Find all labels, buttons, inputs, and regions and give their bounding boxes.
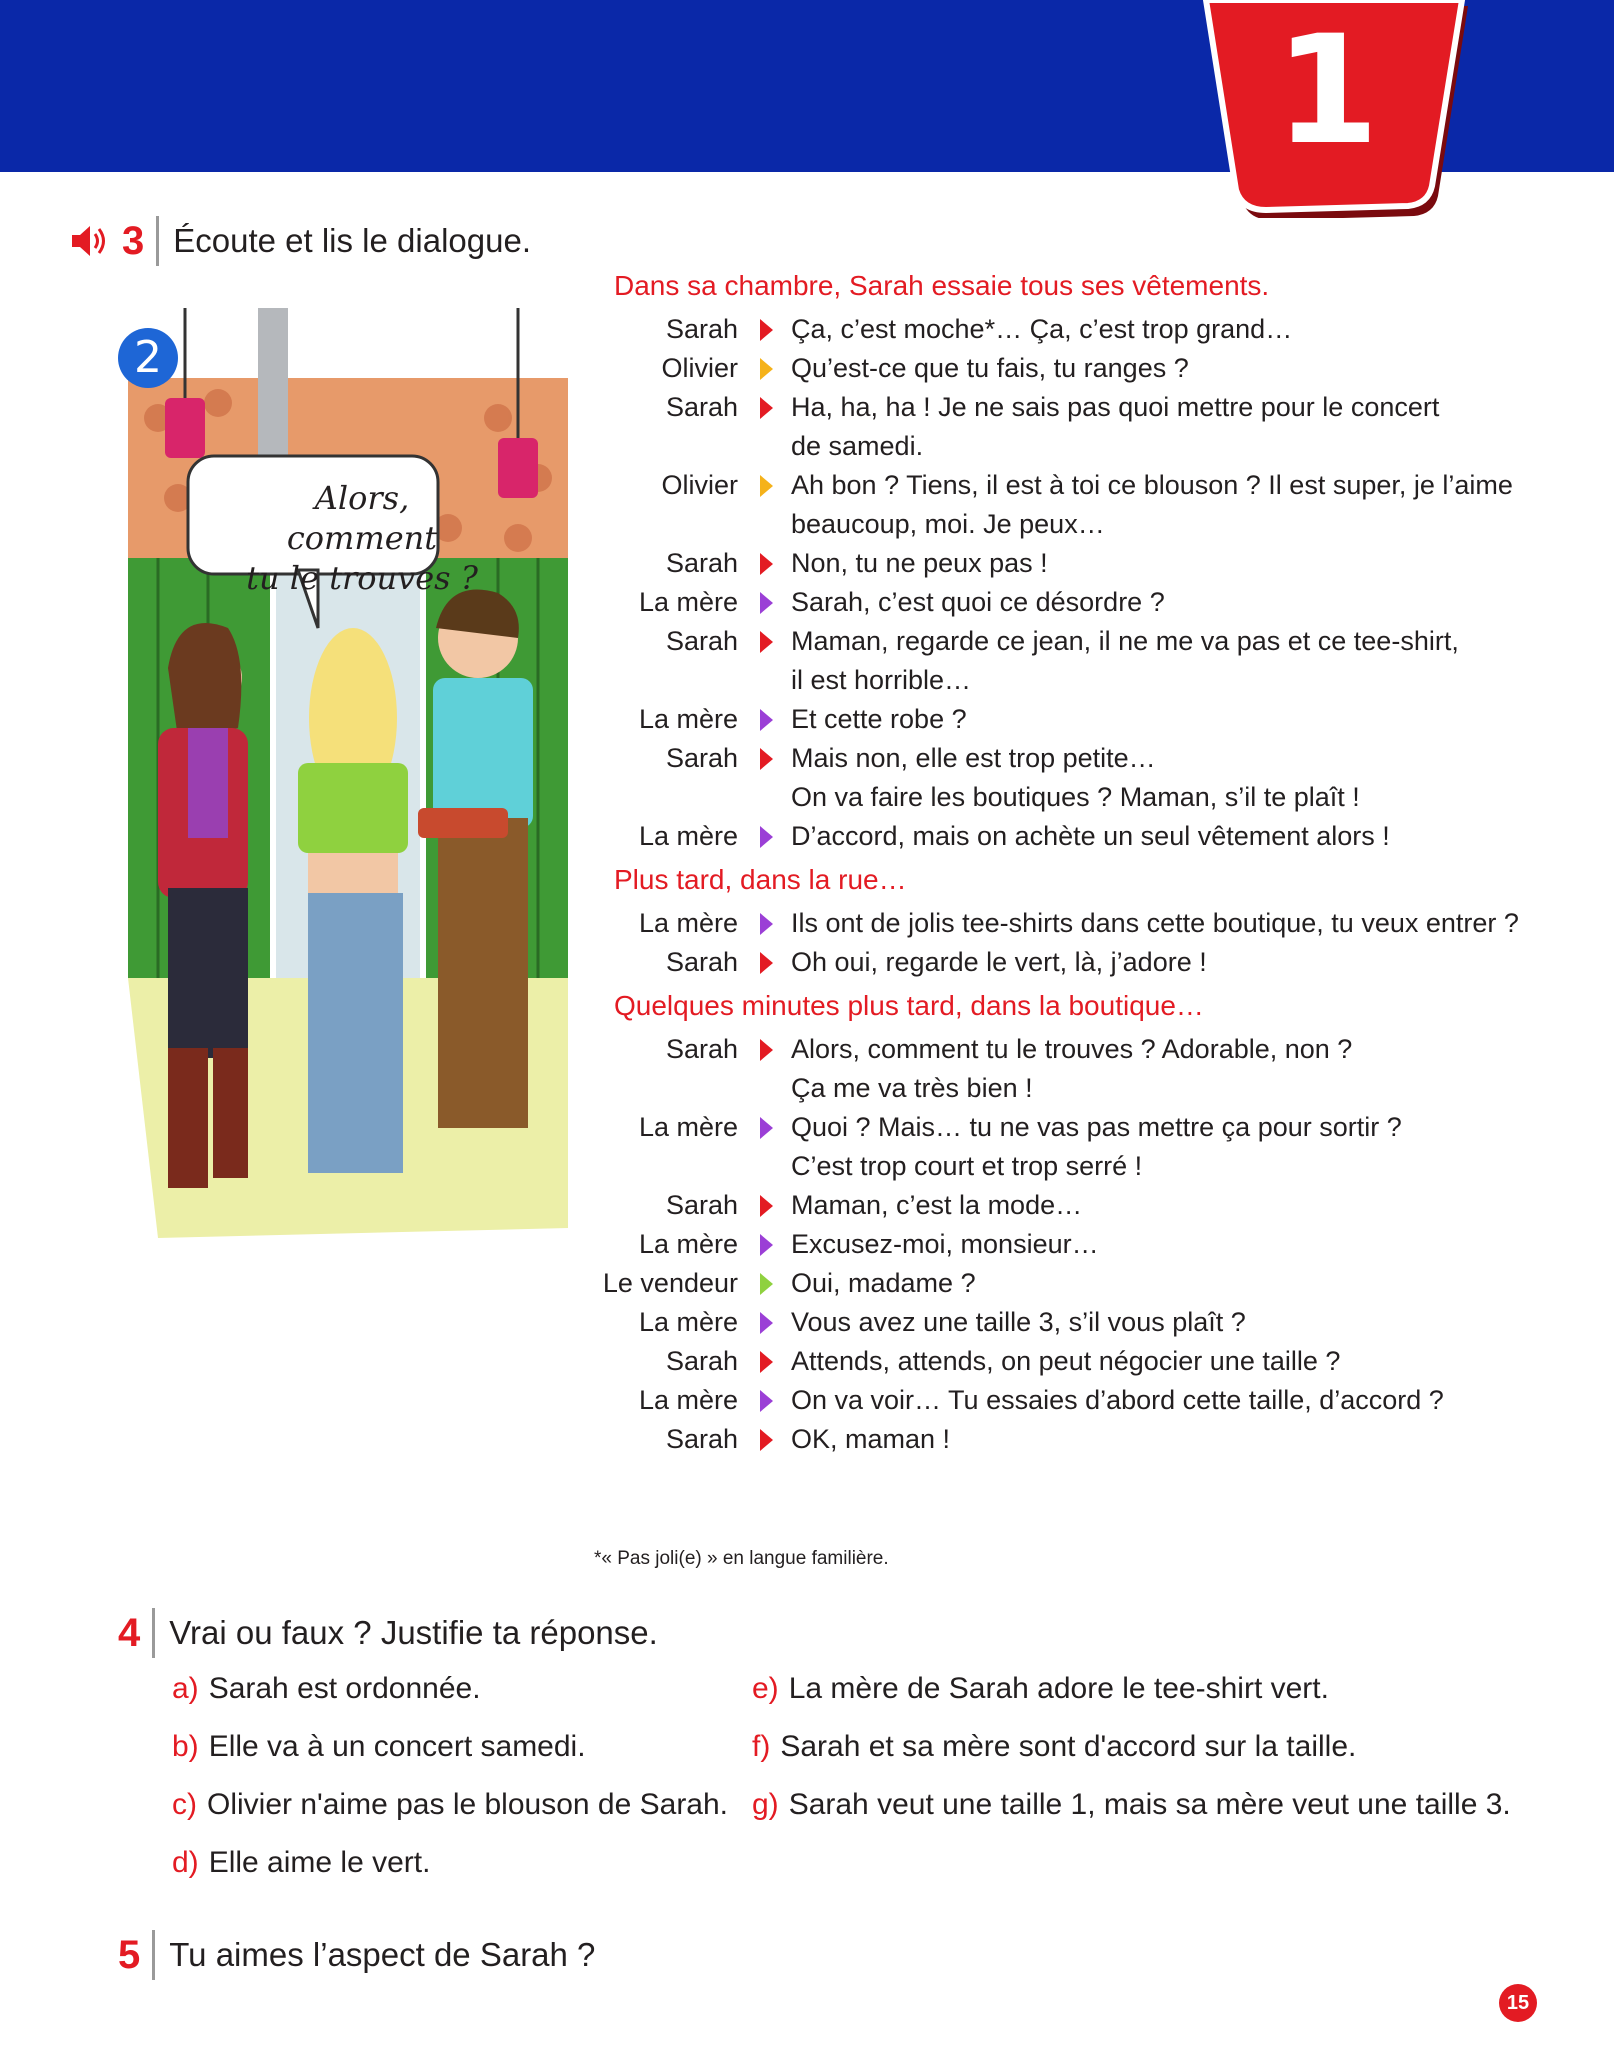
item-text: Olivier n'aime pas le blouson de Sarah. bbox=[207, 1788, 729, 1821]
dialogue-line bbox=[600, 466, 1600, 544]
item-label: b) bbox=[172, 1730, 199, 1763]
scene-title: Dans sa chambre, Sarah essaie tous ses vêtements. bbox=[614, 270, 1270, 301]
speaker: Sarah bbox=[665, 1346, 738, 1376]
dialogue-line bbox=[600, 1303, 1600, 1342]
dialogue-line bbox=[600, 1381, 1600, 1420]
footnote: *« Pas joli(e) » en langue familière. bbox=[594, 1548, 889, 1569]
triangle-icon bbox=[760, 709, 773, 731]
speech: Attends, attends, on peut négocier une taille ? bbox=[791, 1346, 1341, 1376]
triangle-icon bbox=[760, 1195, 773, 1217]
speech: Excusez-moi, monsieur… bbox=[791, 1229, 1099, 1259]
speech: Vous avez une taille 3, s’il vous plaît ? bbox=[791, 1307, 1246, 1337]
speech: Non, tu ne peux pas ! bbox=[791, 548, 1048, 578]
triangle-icon bbox=[760, 397, 773, 419]
exercise-5-header bbox=[118, 1930, 595, 1980]
exercise-title: Tu aimes l’aspect de Sarah ? bbox=[169, 1936, 596, 1973]
speaker: Olivier bbox=[661, 353, 738, 383]
speech: Ça, c’est moche*… Ça, c’est trop grand… bbox=[791, 314, 1293, 344]
item-label: a) bbox=[172, 1672, 199, 1705]
speech: Oui, madame ? bbox=[791, 1268, 976, 1298]
triangle-icon bbox=[760, 553, 773, 575]
speech: Mais non, elle est trop petite… On va faire les boutiques ? Maman, s’il te plaît ! bbox=[791, 743, 1360, 812]
speaker: Sarah bbox=[665, 392, 738, 422]
dialogue-line bbox=[600, 544, 1600, 583]
dialogue-line bbox=[600, 904, 1600, 943]
speech: Ha, ha, ha ! Je ne sais pas quoi mettre pour le concert de samedi. bbox=[791, 392, 1440, 461]
item-label: f) bbox=[752, 1730, 771, 1763]
list-item bbox=[172, 1660, 728, 1718]
exercise-number: 4 bbox=[118, 1611, 141, 1655]
dialogue-line bbox=[600, 1186, 1600, 1225]
divider bbox=[152, 1608, 155, 1658]
speaker: La mère bbox=[638, 587, 738, 617]
triangle-icon bbox=[760, 592, 773, 614]
triangle-icon bbox=[760, 1351, 773, 1373]
exercise-number: 3 bbox=[122, 219, 145, 263]
triangle-icon bbox=[760, 631, 773, 653]
list-item bbox=[172, 1834, 728, 1892]
speaker: La mère bbox=[638, 908, 738, 938]
dialogue-line bbox=[600, 310, 1600, 349]
exercise-3-header bbox=[68, 216, 531, 266]
exercise-title: Vrai ou faux ? Justifie ta réponse. bbox=[169, 1614, 658, 1651]
dialogue-line bbox=[600, 943, 1600, 982]
true-false-list-left bbox=[172, 1660, 728, 1892]
speech: Oh oui, regarde le vert, là, j’adore ! bbox=[791, 947, 1207, 977]
triangle-icon bbox=[760, 1390, 773, 1412]
dialogue-line bbox=[600, 622, 1600, 700]
divider bbox=[156, 216, 159, 266]
speaker: La mère bbox=[638, 1307, 738, 1337]
speaker: Sarah bbox=[665, 947, 738, 977]
triangle-icon bbox=[760, 1117, 773, 1139]
true-false-list-right bbox=[752, 1660, 1511, 1834]
speech-bubble bbox=[244, 478, 480, 598]
image-number-badge: 2 bbox=[118, 328, 178, 388]
speech: Sarah, c’est quoi ce désordre ? bbox=[791, 587, 1165, 617]
speaker: Sarah bbox=[665, 626, 738, 656]
dialogue-line bbox=[600, 1264, 1600, 1303]
dialogue-illustration bbox=[118, 308, 580, 1242]
speech: D’accord, mais on achète un seul vêtement alors ! bbox=[791, 821, 1390, 851]
speech: Quoi ? Mais… tu ne vas pas mettre ça pour sortir ? C’est trop court et trop serré ! bbox=[791, 1112, 1402, 1181]
triangle-icon bbox=[760, 358, 773, 380]
speech: On va voir… Tu essaies d’abord cette taille, d’accord ? bbox=[791, 1385, 1444, 1415]
speaker: Sarah bbox=[665, 314, 738, 344]
triangle-icon bbox=[760, 1234, 773, 1256]
list-item bbox=[752, 1718, 1511, 1776]
exercise-4-header bbox=[118, 1608, 658, 1658]
dialogue bbox=[600, 268, 1600, 1459]
dialogue-line bbox=[600, 388, 1600, 466]
speaker: Olivier bbox=[661, 470, 738, 500]
speaker: Sarah bbox=[665, 1034, 738, 1064]
triangle-icon bbox=[760, 1039, 773, 1061]
dialogue-line bbox=[600, 1108, 1600, 1186]
page-number: 15 bbox=[1499, 1984, 1537, 2022]
item-text: Sarah et sa mère sont d'accord sur la taille. bbox=[780, 1730, 1357, 1763]
speaker: La mère bbox=[638, 1229, 738, 1259]
exercise-title: Écoute et lis le dialogue. bbox=[173, 222, 531, 259]
speaker: Sarah bbox=[665, 743, 738, 773]
speech: Maman, c’est la mode… bbox=[791, 1190, 1083, 1220]
dialogue-line bbox=[600, 1225, 1600, 1264]
item-text: La mère de Sarah adore le tee-shirt vert. bbox=[788, 1672, 1329, 1705]
speech: Maman, regarde ce jean, il ne me va pas et ce tee-shirt, il est horrible… bbox=[791, 626, 1459, 695]
item-text: Elle va à un concert samedi. bbox=[208, 1730, 586, 1763]
triangle-icon bbox=[760, 913, 773, 935]
list-item bbox=[172, 1718, 728, 1776]
triangle-icon bbox=[760, 826, 773, 848]
scene-title: Plus tard, dans la rue… bbox=[614, 864, 907, 895]
speaker: Sarah bbox=[665, 548, 738, 578]
dialogue-line bbox=[600, 583, 1600, 622]
dialogue-line bbox=[600, 739, 1600, 817]
list-item bbox=[752, 1776, 1511, 1834]
item-label: d) bbox=[172, 1846, 199, 1879]
item-label: g) bbox=[752, 1788, 779, 1821]
scene-title: Quelques minutes plus tard, dans la boutique… bbox=[614, 990, 1204, 1021]
speech: Ah bon ? Tiens, il est à toi ce blouson ? Il est super, je l’aime beaucoup, moi. Je peux… bbox=[791, 470, 1513, 539]
speech-bubble-line: tu le trouves ? bbox=[246, 559, 478, 597]
dialogue-line bbox=[600, 1420, 1600, 1459]
speaker: Sarah bbox=[665, 1190, 738, 1220]
triangle-icon bbox=[760, 748, 773, 770]
speaker: Le vendeur bbox=[602, 1268, 738, 1298]
triangle-icon bbox=[760, 952, 773, 974]
list-item bbox=[752, 1660, 1511, 1718]
speech: Ils ont de jolis tee-shirts dans cette boutique, tu veux entrer ? bbox=[791, 908, 1519, 938]
exercise-number: 5 bbox=[118, 1933, 141, 1977]
speaker: Sarah bbox=[665, 1424, 738, 1454]
dialogue-line bbox=[600, 1342, 1600, 1381]
item-label: c) bbox=[172, 1788, 197, 1821]
speaker-icon[interactable] bbox=[68, 221, 112, 261]
item-text: Sarah veut une taille 1, mais sa mère veut une taille 3. bbox=[788, 1788, 1511, 1821]
triangle-icon bbox=[760, 1273, 773, 1295]
list-item bbox=[172, 1776, 728, 1834]
speaker: La mère bbox=[638, 821, 738, 851]
triangle-icon bbox=[760, 1429, 773, 1451]
triangle-icon bbox=[760, 475, 773, 497]
triangle-icon bbox=[760, 319, 773, 341]
triangle-icon bbox=[760, 1312, 773, 1334]
divider bbox=[152, 1930, 155, 1980]
speech: Qu’est-ce que tu fais, tu ranges ? bbox=[791, 353, 1189, 383]
dialogue-line bbox=[600, 700, 1600, 739]
speaker: La mère bbox=[638, 704, 738, 734]
dialogue-line bbox=[600, 817, 1600, 856]
speech: OK, maman ! bbox=[791, 1424, 951, 1454]
dialogue-line bbox=[600, 1030, 1600, 1108]
item-label: e) bbox=[752, 1672, 779, 1705]
speaker: La mère bbox=[638, 1385, 738, 1415]
speaker: La mère bbox=[638, 1112, 738, 1142]
speech: Alors, comment tu le trouves ? Adorable, non ? Ça me va très bien ! bbox=[791, 1034, 1353, 1103]
dialogue-line bbox=[600, 349, 1600, 388]
speech: Et cette robe ? bbox=[791, 704, 967, 734]
item-text: Elle aime le vert. bbox=[208, 1846, 431, 1879]
unit-number: 1 bbox=[1274, 4, 1380, 178]
speech-bubble-line: Alors, comment bbox=[286, 479, 438, 557]
item-text: Sarah est ordonnée. bbox=[208, 1672, 481, 1705]
